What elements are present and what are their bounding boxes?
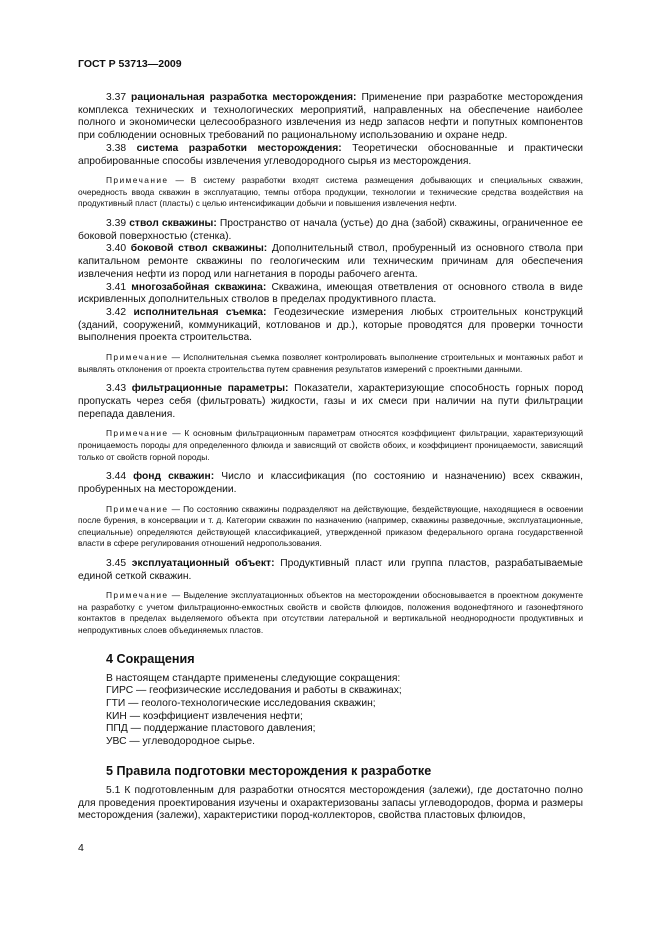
note-system: Примечание — В систему разработки входят система размещения добывающих и специальных скважин, очередность ввода скважин в эксплуатацию, темпы отбора продукции, технологии и технические средства воздействия на продуктивный пласт (пласты) с целью интенсификации добычи и повышения извлечения нефти. [78, 175, 583, 209]
term-3-45: 3.45 эксплуатационный объект: Продуктивный пласт или группа пластов, разрабатываемые единой сеткой скважин. [78, 557, 583, 582]
section-5-heading: 5 Правила подготовки месторождения к разработке [106, 763, 432, 778]
term-3-37: 3.37 рациональная разработка месторождения: Применение при разработке месторождения комплекса технических и технологических мероприятий, направленных на обеспечение наиболее полного и экономически целесообразного извлечения из недр запасов нефти и попутных компонентов при соблюдении основных требований по рациональному использованию и охране недр. [78, 92, 583, 142]
term-3-44: 3.44 фонд скважин: Число и классификация (по состоянию и назначению) всех скважин, пробуренных на месторождении. [78, 471, 583, 495]
note-filtration: Примечание — К основным фильтрационным параметрам относятся коэффициент фильтрации, характеризующий проницаемость породы для определенного флюида и зависящий от свойств обоих, и коэффициент проницаемости, зависящий только от свойств горной породы. [78, 428, 583, 462]
abbreviation-item: ГИРС — геофизические исследования и работы в скважинах; [106, 685, 402, 697]
note-well-stock: Примечание — По состоянию скважины подразделяют на действующие, бездействующие, находящиеся в освоении после бурения, в консервации и т. д. Категории скважин по назначению (например, скважины разведочные, эксплуатационные, специальные) определяются действующей классификацией, утвержденной приказом федерального органа государственной власти в сфере регулирования отношений недропользования. [78, 503, 583, 549]
term-3-39: 3.39 ствол скважины: Пространство от начала (устье) до дна (забой) скважины, ограниченное ее боковой поверхностью (стенка). [78, 218, 583, 242]
term-3-43: 3.43 фильтрационные параметры: Показатели, характеризующие способность горных пород пропускать через себя (фильтровать) жидкости, газы и их смеси при наличии на пути фильтрации перепада давления. [78, 383, 583, 420]
term-3-42: 3.42 исполнительная съемка: Геодезические измерения любых строительных конструкций (зданий, сооружений, коммуникаций, котлованов и др.), которые проводятся для проверки точности выполнения проекта строительства. [78, 306, 583, 344]
note-survey: Примечание — Исполнительная съемка позволяет контролировать выполнение строительных и монтажных работ и выявлять отклонения от проекта строительства путем сравнения результатов измерений с проектными данными. [78, 352, 583, 374]
abbreviation-item: ППД — поддержание пластового давления; [106, 723, 316, 735]
section-5-paragraph: 5.1 К подготовленным для разработки относятся месторождения (залежи), где достаточно полно для проведения проектирования изучены и охарактеризованы запасы углеводородов, форма и размеры месторождения (залежи), характеристики пород-коллекторов, свойства пластовых флюидов, [78, 784, 583, 822]
note-operating-object: Примечание — Выделение эксплуатационных объектов на месторождении обосновывается в проектном документе на разработку с учетом фильтрационно-емкостных свойств и свойств флюидов, положения водонефтяного и газонефтяного контактов в пределах выделяемого объекта при отсутствии латеральной и вертикальной неоднородности продуктивных и непродуктивных слоев объединяемых пластов. [78, 590, 583, 636]
section-4-heading: 4 Сокращения [106, 651, 195, 666]
term-3-41: 3.41 многозабойная скважина: Скважина, имеющая ответвления от основного ствола в виде искривленных дополнительных стволов в пределах продуктивного пласта. [78, 281, 583, 306]
section-4-intro: В настоящем стандарте применены следующие сокращения: [106, 672, 401, 684]
document-body [78, 92, 583, 823]
document-header: ГОСТ Р 53713—2009 [78, 58, 182, 70]
page-number: 4 [78, 842, 84, 854]
abbreviation-item: УВС — углеводородное сырье. [106, 736, 255, 748]
term-3-40: 3.40 боковой ствол скважины: Дополнительный ствол, пробуренный из основного ствола при капитальном ремонте скважины по геологическим или техническим причинам для обеспечения извлечения нефти из пород или нагнетания в породы рабочего агента. [78, 243, 583, 280]
abbreviation-item: КИН — коэффициент извлечения нефти; [106, 710, 303, 722]
abbreviation-item: ГТИ — геолого-технологические исследования скважин; [106, 698, 376, 710]
term-3-38: 3.38 система разработки месторождения: Теоретически обоснованные и практически апробированные способы извлечения углеводородного сырья из месторождения. [78, 142, 583, 167]
